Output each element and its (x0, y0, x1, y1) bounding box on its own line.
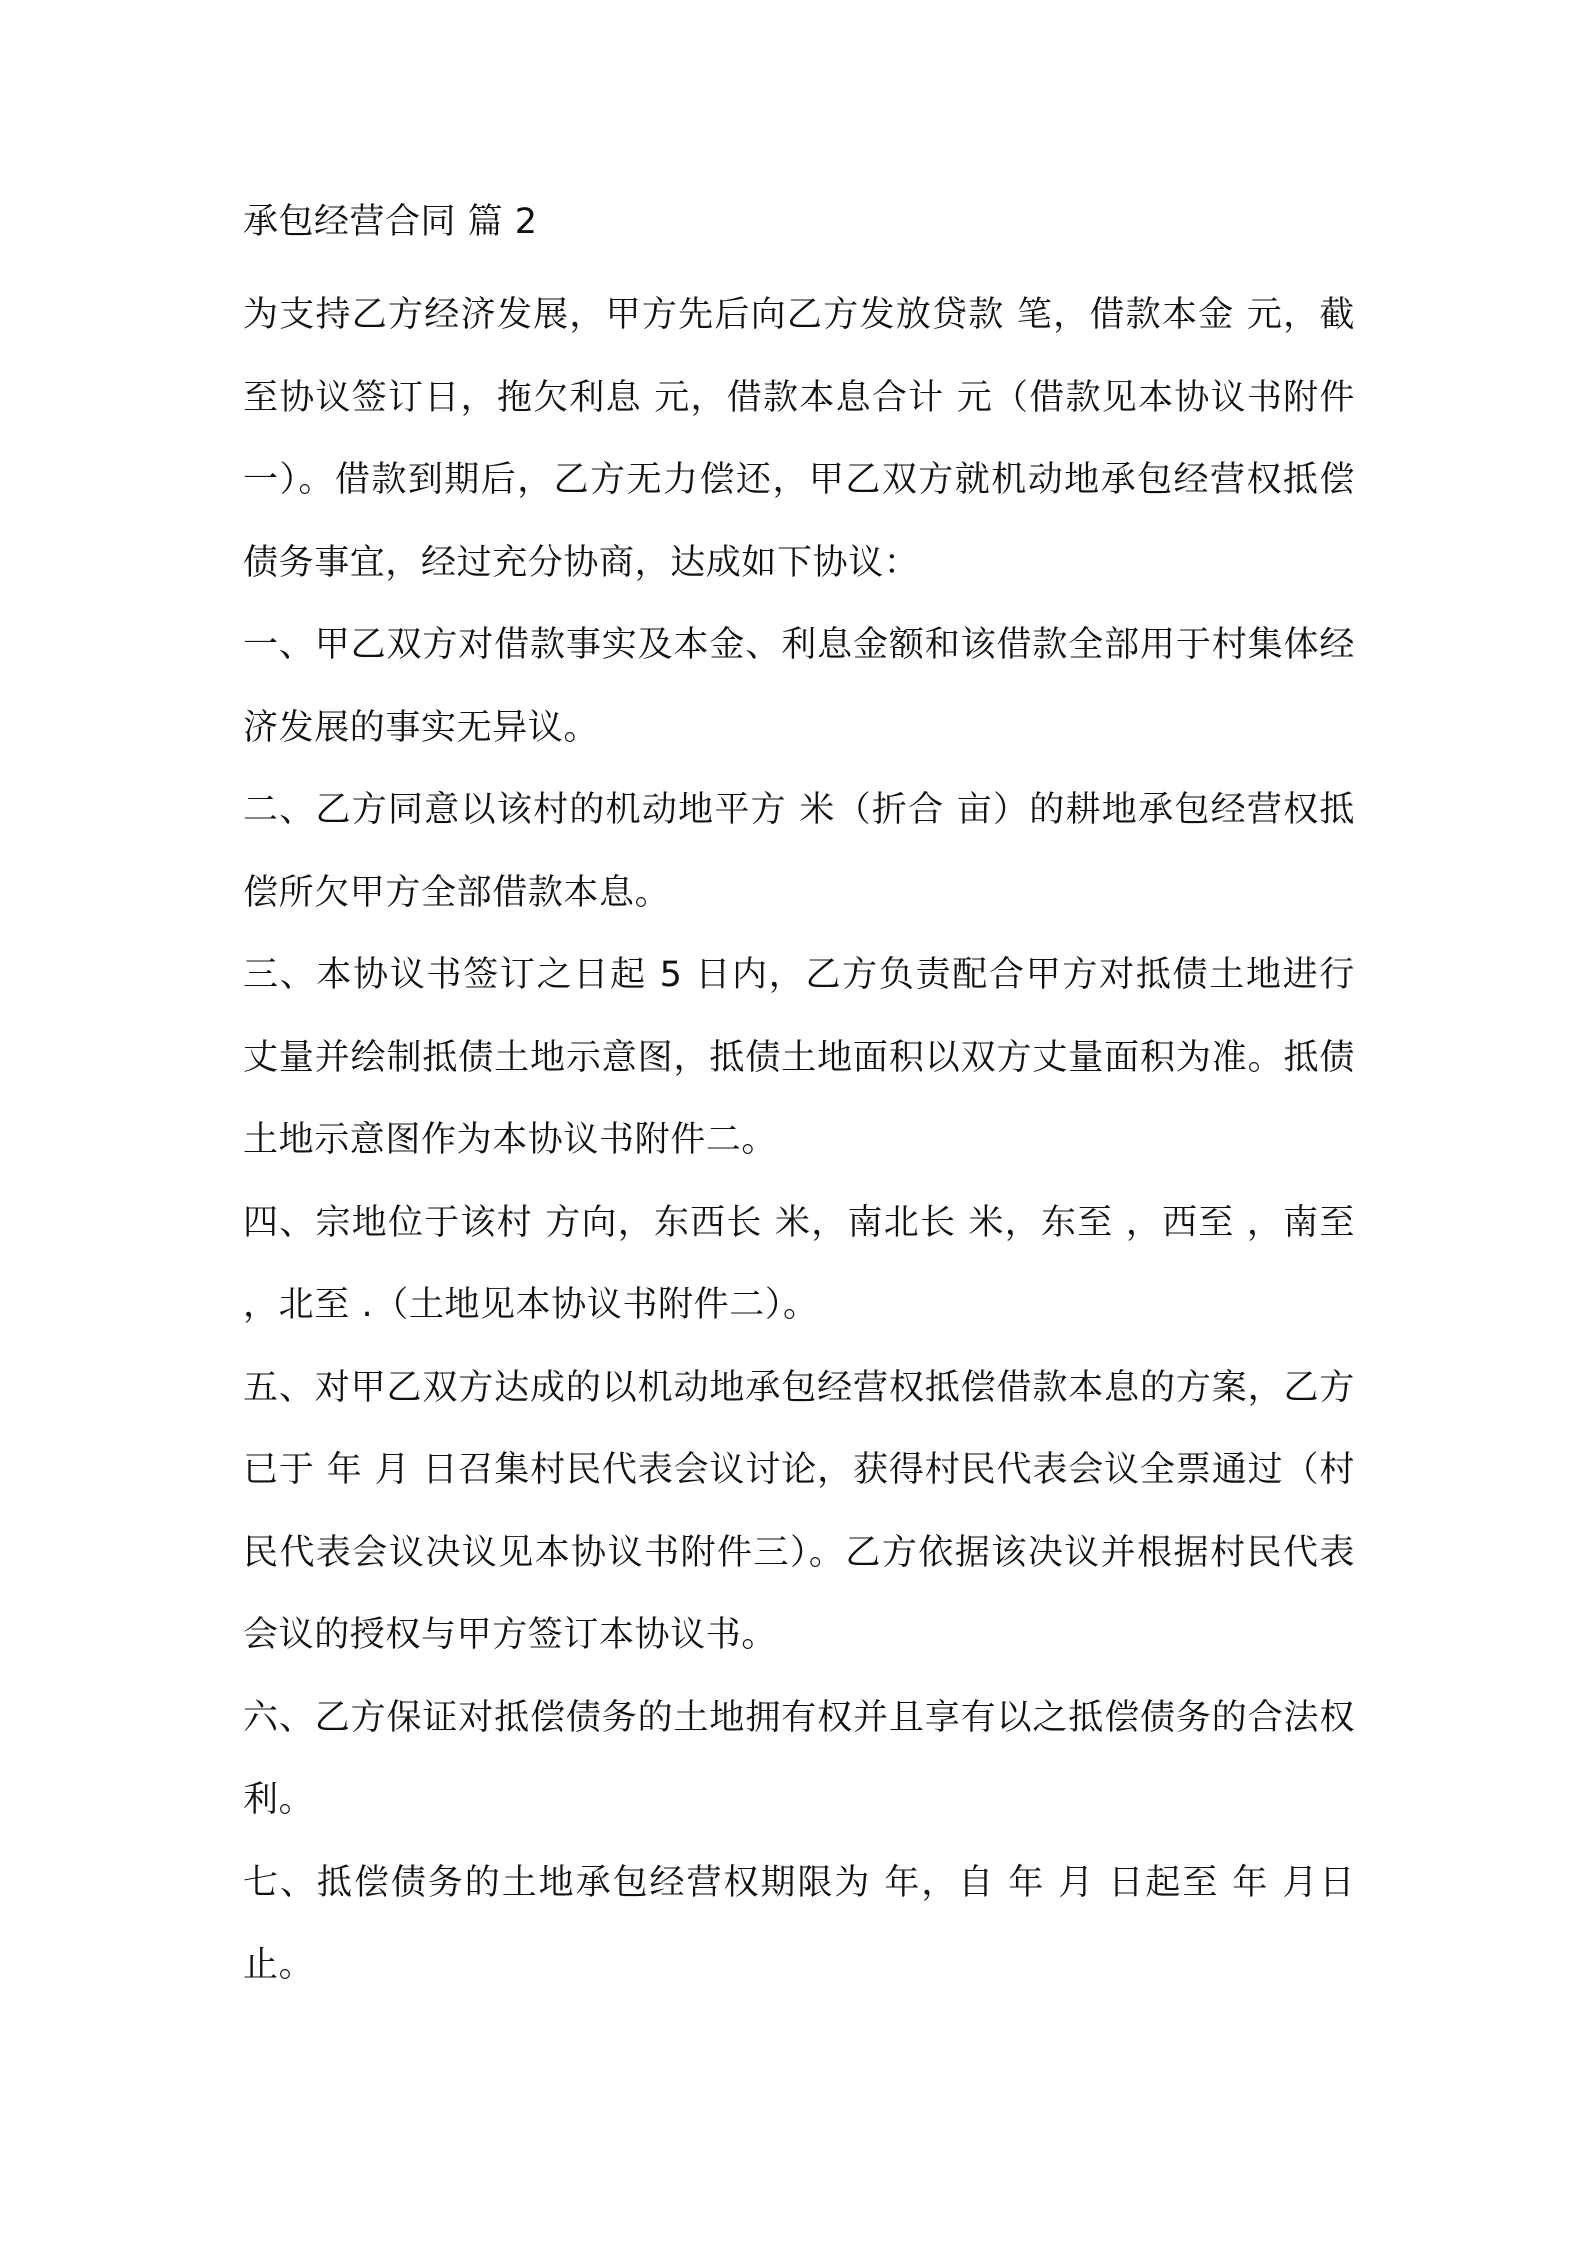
clause-4: 四、宗地位于该村 方向，东西长 米，南北长 米，东至 ，西至 ，南至 ，北至 .（土地见本协议书附件二）。 (243, 1202, 1355, 1325)
clause-2: 二、乙方同意以该村的机动地平方 米（折合 亩）的耕地承包经营权抵偿所欠甲方全部借款本息。 (243, 790, 1355, 913)
document-page (243, 198, 1355, 2007)
document-title: 承包经营合同 篇 2 (243, 202, 538, 242)
clause-1: 一、甲乙双方对借款事实及本金、利息金额和该借款全部用于村集体经济发展的事实无异议。 (243, 625, 1355, 748)
clause-3: 三、本协议书签订之日起 5 日内，乙方负责配合甲方对抵债土地进行丈量并绘制抵债土地示意图，抵债土地面积以双方丈量面积为准。抵债土地示意图作为本协议书附件二。 (243, 955, 1355, 1160)
clause-7: 七、抵偿债务的土地承包经营权期限为 年，自 年 月 日起至 年 月日止。 (243, 1862, 1355, 1985)
clause-6: 六、乙方保证对抵偿债务的土地拥有权并且享有以之抵偿债务的合法权利。 (243, 1697, 1355, 1820)
clause-5: 五、对甲乙双方达成的以机动地承包经营权抵偿借款本息的方案，乙方已于 年 月 日召集村民代表会议讨论，获得村民代表会议全票通过（村民代表会议决议见本协议书附件三）。乙方依据该决议并根据村民代表会议的授权与甲方签订本协议书。 (243, 1367, 1355, 1655)
paragraph-intro: 为支持乙方经济发展，甲方先后向乙方发放贷款 笔，借款本金 元，截至协议签订日，拖欠利息 元，借款本息合计 元（借款见本协议书附件一）。借款到期后，乙方无力偿还，甲乙双方就机动地承包经营权抵偿债务事宜，经过充分协商，达成如下协议： (243, 295, 1355, 583)
